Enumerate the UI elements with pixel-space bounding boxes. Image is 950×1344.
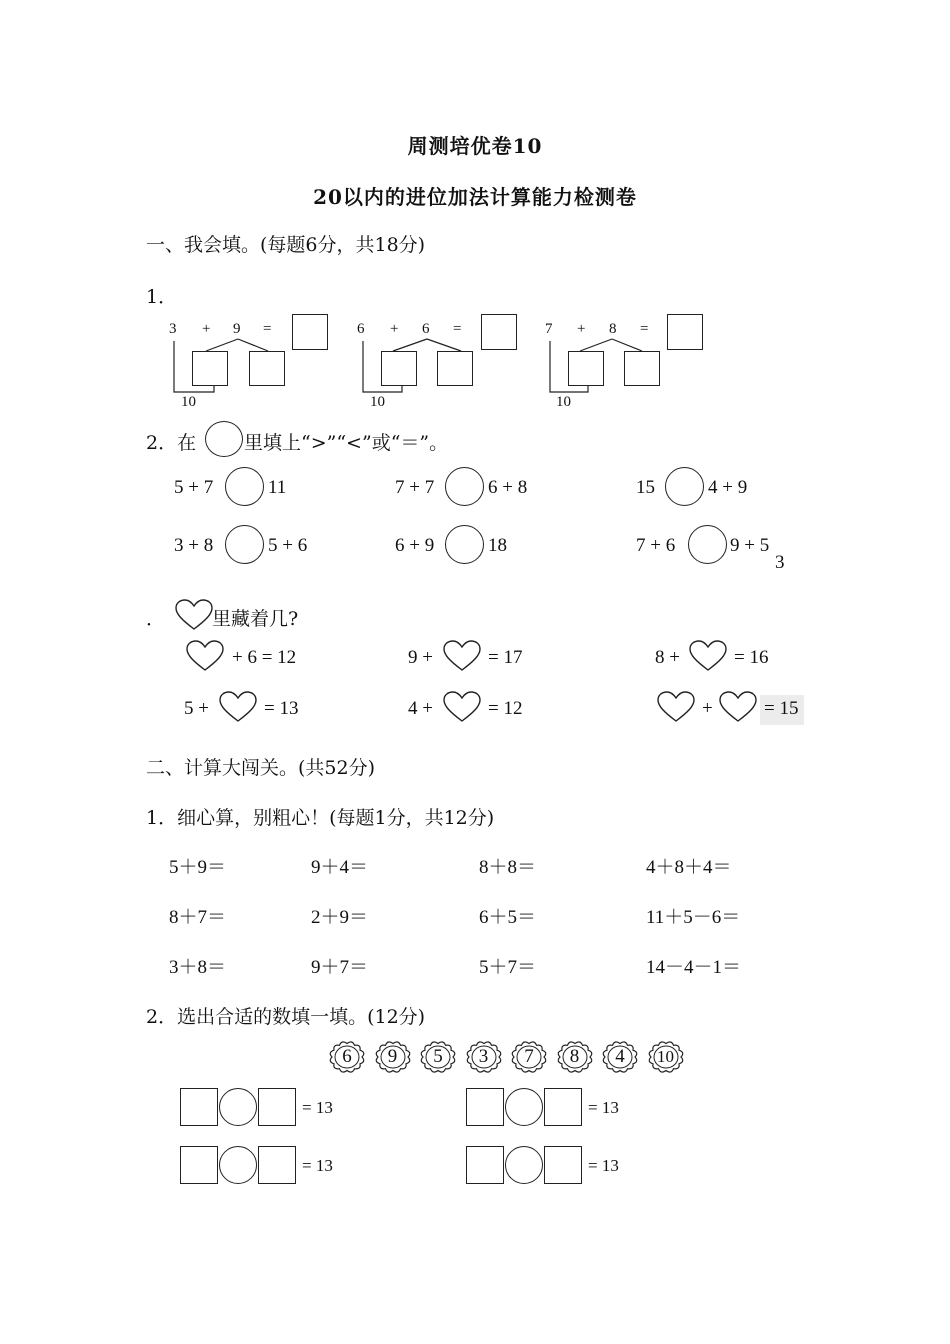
compare-right: 6 + 8: [488, 477, 528, 498]
answer-box[interactable]: [667, 314, 703, 350]
number-badge[interactable]: [645, 1038, 687, 1076]
heart-eq-pre: 4 +: [408, 698, 433, 719]
question-2-label-pre: 2．在: [146, 432, 197, 454]
badge-number: 8: [569, 1046, 580, 1067]
badge-number: 10: [657, 1047, 674, 1066]
section-heading-2: 二、计算大闯关。(共52分): [146, 757, 376, 779]
compare-circle[interactable]: [688, 525, 727, 564]
page-subtitle: 20以内的进位加法计算能力检测卷: [313, 185, 637, 209]
page-title: 周测培优卷10: [407, 134, 543, 158]
number-badge[interactable]: [508, 1038, 550, 1076]
calc-item: 3＋8＝: [169, 957, 227, 978]
question-3-label-pre: ．: [146, 608, 166, 630]
heart-input[interactable]: [656, 690, 696, 724]
decomp-2-plus: +: [390, 321, 399, 337]
compare-left: 6 + 9: [395, 535, 435, 556]
question-1-label: 1．: [146, 286, 178, 308]
calc-item: 11＋5－6＝: [646, 907, 741, 928]
calc-item: 9＋4＝: [311, 857, 369, 878]
calc-item: 5＋7＝: [479, 957, 537, 978]
number-badge[interactable]: [599, 1038, 641, 1076]
heart-eq-post: = 13: [264, 698, 299, 719]
compare-circle[interactable]: [445, 467, 484, 506]
decomp-3-plus: +: [577, 321, 586, 337]
calc-item: 8＋8＝: [479, 857, 537, 878]
heart-eq-post: = 17: [488, 647, 523, 668]
decomposition-lines: [0, 0, 950, 420]
heart-eq-post: + 6 = 12: [232, 647, 297, 668]
operator-circle[interactable]: [505, 1146, 543, 1184]
decomp-2-a: 6: [357, 321, 365, 337]
compare-left: 7 + 6: [636, 535, 676, 556]
heart-eq-pre: 9 +: [408, 647, 433, 668]
fill-box[interactable]: [466, 1146, 504, 1184]
calc-item: 2＋9＝: [311, 907, 369, 928]
section-heading-1: 一、我会填。(每题6分，共18分): [146, 234, 426, 256]
decomp-1-a: 3: [169, 321, 177, 337]
badge-number: 6: [342, 1046, 352, 1067]
decomp-2-b: 6: [422, 321, 430, 337]
answer-box[interactable]: [292, 314, 328, 350]
compare-left: 7 + 7: [395, 477, 435, 498]
compare-right: 11: [268, 477, 287, 498]
compare-left: 5 + 7: [174, 477, 214, 498]
compare-circle[interactable]: [665, 467, 704, 506]
compare-left: 3 + 8: [174, 535, 214, 556]
number-badge[interactable]: [326, 1038, 368, 1076]
compare-circle[interactable]: [225, 525, 264, 564]
number-badge[interactable]: [372, 1038, 414, 1076]
fill-box[interactable]: [466, 1088, 504, 1126]
calc-question-label: 1．细心算，别粗心！(每题1分，共12分): [146, 807, 495, 829]
heart-eq-post: = 12: [488, 698, 523, 719]
decomp-1-b: 9: [233, 321, 241, 337]
fill-box[interactable]: [544, 1146, 582, 1184]
equation-result: = 13: [302, 1156, 333, 1175]
split-box[interactable]: [249, 351, 285, 386]
split-box[interactable]: [624, 351, 660, 386]
compare-right: 4 + 9: [708, 477, 748, 498]
heart-eq-pre: 8 +: [655, 647, 680, 668]
heart-eq-mid: +: [702, 698, 713, 719]
operator-circle[interactable]: [219, 1146, 257, 1184]
fill-box[interactable]: [258, 1146, 296, 1184]
heart-input[interactable]: [688, 639, 728, 673]
heart-eq-post: = 16: [734, 647, 769, 668]
compare-right: 9 + 5: [730, 535, 770, 556]
circle-icon: [205, 421, 243, 457]
fill-box[interactable]: [544, 1088, 582, 1126]
badge-number: 4: [615, 1046, 625, 1067]
heart-input[interactable]: [442, 639, 482, 673]
question-2-label-post: 里填上“>”“<”或“＝”。: [244, 432, 449, 454]
number-badge[interactable]: [417, 1038, 459, 1076]
fill-box[interactable]: [258, 1088, 296, 1126]
ten-label: 10: [556, 394, 571, 410]
fill-box[interactable]: [180, 1146, 218, 1184]
equation-result: = 13: [588, 1098, 619, 1117]
decomp-1-eq: =: [263, 321, 272, 337]
badge-number: 3: [478, 1046, 489, 1067]
operator-circle[interactable]: [219, 1088, 257, 1126]
calc-item: 6＋5＝: [479, 907, 537, 928]
badge-number: 5: [433, 1046, 443, 1067]
calc-item: 8＋7＝: [169, 907, 227, 928]
heart-input[interactable]: [442, 690, 482, 724]
fill-box[interactable]: [180, 1088, 218, 1126]
split-box[interactable]: [192, 351, 228, 386]
split-box[interactable]: [568, 351, 604, 386]
number-badge[interactable]: [463, 1038, 505, 1076]
compare-circle[interactable]: [445, 525, 484, 564]
compare-right: 5 + 6: [268, 535, 308, 556]
decomp-2-eq: =: [453, 321, 462, 337]
question-3-label-post: 里藏着几?: [212, 608, 299, 630]
heart-icon: [174, 598, 214, 632]
number-badge[interactable]: [554, 1038, 596, 1076]
fill-question-label: 2．选出合适的数填一填。(12分): [146, 1006, 426, 1028]
ten-label: 10: [370, 394, 385, 410]
heart-input[interactable]: [218, 690, 258, 724]
heart-input[interactable]: [185, 639, 225, 673]
heart-eq-pre: 5 +: [184, 698, 209, 719]
compare-right: 18: [488, 535, 507, 556]
badge-number: 9: [387, 1046, 398, 1067]
heart-eq-post: = 15: [764, 698, 799, 719]
compare-left: 15: [636, 477, 655, 498]
decomp-1-plus: +: [202, 321, 211, 337]
compare-circle[interactable]: [225, 467, 264, 506]
equation-result: = 13: [302, 1098, 333, 1117]
stray-number: 3: [775, 552, 785, 573]
decomp-3-eq: =: [640, 321, 649, 337]
equation-result: = 13: [588, 1156, 619, 1175]
calc-item: 4＋8＋4＝: [646, 857, 732, 878]
operator-circle[interactable]: [505, 1088, 543, 1126]
badge-number: 7: [524, 1046, 534, 1067]
heart-input[interactable]: [718, 690, 758, 724]
answer-box[interactable]: [481, 314, 517, 350]
split-box[interactable]: [381, 351, 417, 386]
calc-item: 5＋9＝: [169, 857, 227, 878]
calc-item: 9＋7＝: [311, 957, 369, 978]
calc-item: 14－4－1＝: [646, 957, 742, 978]
split-box[interactable]: [437, 351, 473, 386]
decomp-3-b: 8: [609, 321, 617, 337]
ten-label: 10: [181, 394, 196, 410]
decomp-3-a: 7: [545, 321, 553, 337]
